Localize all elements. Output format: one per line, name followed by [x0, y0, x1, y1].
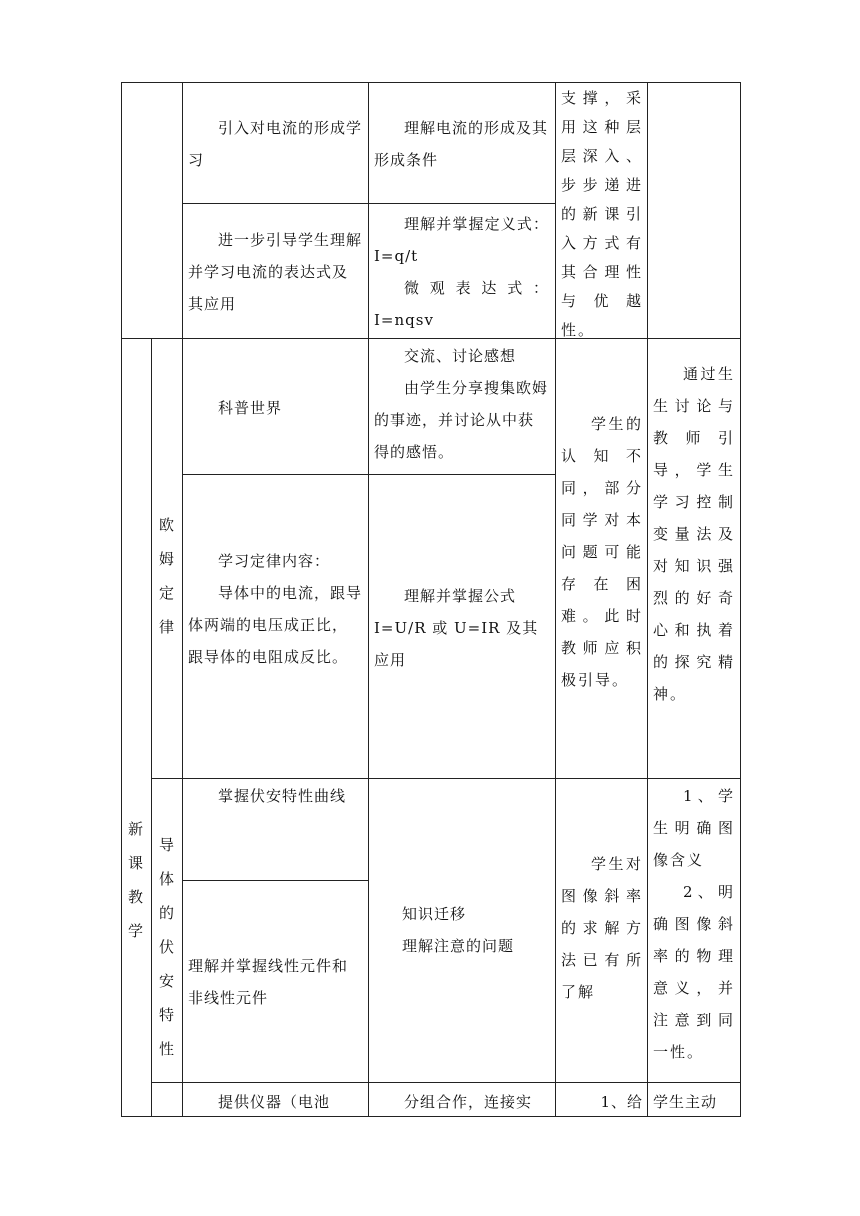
va-analysis-cell [561, 848, 643, 1008]
va-purpose-cell [653, 780, 735, 1068]
row1-content: 引入对电流的形成学习 [188, 119, 363, 169]
last-purpose-cell [653, 1086, 735, 1118]
row1-analysis: 支撑，采用这种层层深入、步步递进的新课引入方式有其合理性与优越性。 [561, 89, 643, 339]
ohm-row2-content-law: 导体中的电流，跟导体两端的电压成正比，跟导体的电阻成反比。 [188, 584, 363, 666]
va-row1-content-cell [188, 780, 362, 812]
table-border-top [121, 82, 741, 83]
ohm-row2-content-cell [188, 545, 362, 673]
last-analysis-cell [561, 1086, 643, 1118]
va-row2-content: 理解并掌握线性元件和非线性元件 [188, 957, 349, 1007]
ohm-row2-goal: 理解并掌握公式I=U/R 或 U=IR 及其应用 [374, 587, 539, 669]
ohm-row1-goal-title: 交流、讨论感想 [404, 347, 517, 365]
ohm-row1-content-cell [188, 392, 362, 424]
va-row1-content: 掌握伏安特性曲线 [218, 787, 347, 805]
table-border-left [121, 82, 122, 1117]
va-goal-detail: 理解注意的问题 [402, 937, 515, 955]
ohm-analysis: 学生的认知不同，部分同学对本问题可能存在困难。此时教师应积极引导。 [561, 415, 643, 689]
va-goal-cell [402, 898, 552, 962]
va-analysis: 学生对图像斜率的求解方法已有所了解 [561, 855, 643, 1001]
ohm-row1-content: 科普世界 [218, 399, 283, 417]
last-content-cell [188, 1086, 362, 1118]
row1-goal-cell [374, 112, 549, 176]
last-purpose: 学生主动 [653, 1093, 718, 1111]
ohm-purpose-cell [653, 358, 735, 710]
last-goal: 分组合作，连接实 [404, 1093, 533, 1111]
va-purpose-1: 1、学生明确图像含义 [653, 787, 735, 869]
va-label-cell [157, 828, 177, 1066]
row2-goal-micro: 微观表达式：I=nqsv [374, 279, 549, 329]
ohm-purpose: 通过生生讨论与教师引导，学生学习控制变量法及对知识强烈的好奇心和执着的探究精神。 [653, 365, 735, 703]
ohm-label-cell [157, 508, 177, 644]
row1-content-cell [188, 112, 362, 176]
last-goal-cell [374, 1086, 549, 1118]
row2-goal-cell [374, 208, 549, 336]
row1-goal: 理解电流的形成及其形成条件 [374, 119, 549, 169]
row1-analysis-cell [561, 84, 643, 345]
table-border-right [740, 82, 741, 1117]
row2-goal-definition: 理解并掌握定义式：I=q/t [374, 215, 549, 265]
last-analysis: 1、给 [600, 1093, 643, 1111]
ohm-row2-content-title: 学习定律内容： [218, 552, 331, 570]
va-label: 导体的伏安特性 [158, 836, 175, 1058]
ohm-analysis-cell [561, 408, 643, 696]
ohm-label: 欧姆定律 [158, 516, 175, 636]
va-row2-content-cell [188, 950, 362, 1014]
va-goal-title: 知识迁移 [402, 905, 467, 923]
section-label: 新课教学 [127, 820, 144, 940]
row2-content-cell [188, 224, 362, 320]
row2-content: 进一步引导学生理解并学习电流的表达式及其应用 [188, 231, 363, 313]
last-content: 提供仪器（电池 [218, 1093, 331, 1111]
ohm-row1-goal-cell [374, 340, 549, 468]
ohm-row2-goal-cell [374, 580, 549, 676]
ohm-row1-goal-detail: 由学生分享搜集欧姆的事迹，并讨论从中获得的感悟。 [374, 379, 549, 461]
section-label-cell [126, 812, 146, 948]
va-purpose-2: 2、明确图像斜率的物理意义，并注意到同一性。 [653, 883, 735, 1061]
